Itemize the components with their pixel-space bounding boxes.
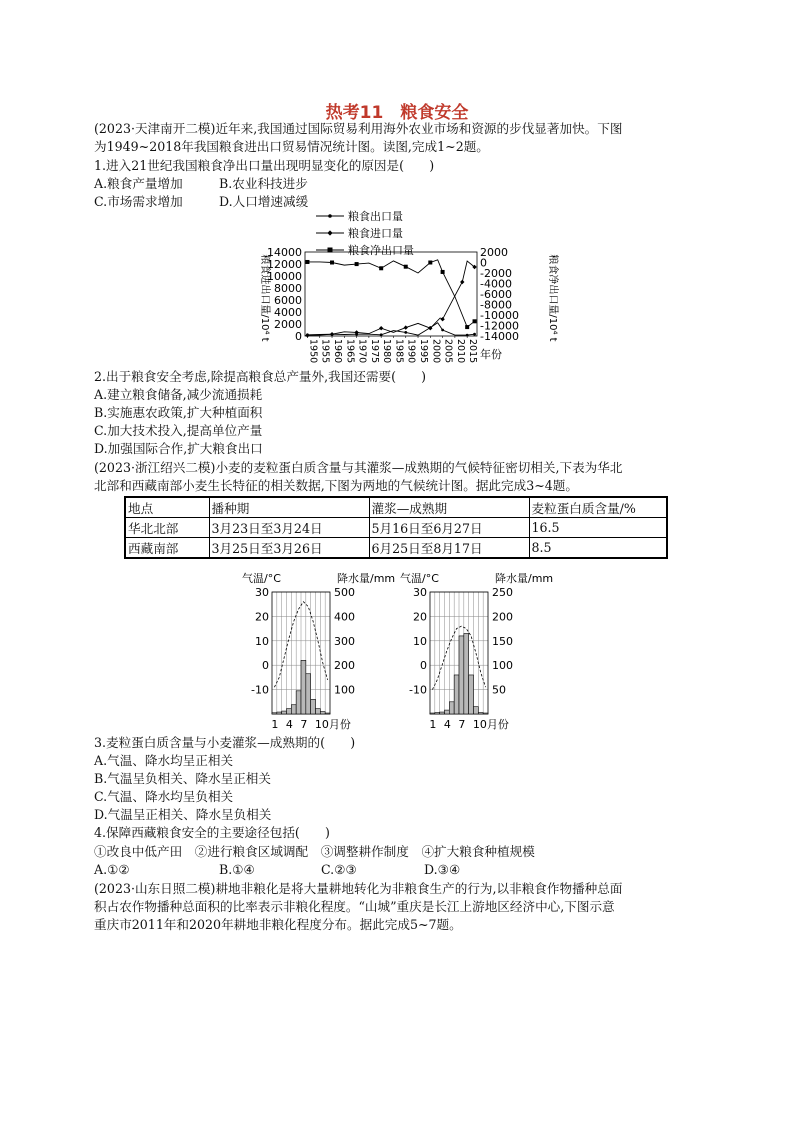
precipitation-bar: [277, 712, 282, 714]
data-point: [473, 319, 477, 323]
temperature-tick-label: -10: [251, 683, 269, 697]
precipitation-tick-label: 300: [334, 634, 355, 648]
month-tick-label: 1: [429, 718, 437, 731]
question-2-option-b: B.实施惠农政策,扩大种植面积: [94, 405, 263, 420]
data-point: [473, 333, 476, 336]
chart-legend: [316, 209, 414, 257]
table-cell: 3月23日至3月24日: [209, 518, 369, 538]
precipitation-bar: [454, 675, 459, 714]
precipitation-bar: [296, 691, 301, 714]
x-axis-ticks: [307, 336, 478, 363]
temperature-tick-label: -10: [409, 683, 427, 697]
intro-3-line-2: 积占农作物播种总面积的比率表示非粮化程度。“山城”重庆是长江上游地区经济中心,下图示意: [94, 899, 615, 914]
month-tick-label: 10月份: [314, 718, 351, 731]
left-axis-ticks: [267, 246, 302, 343]
table-row: [125, 518, 667, 538]
right-tick-label: -6000: [480, 288, 512, 301]
precipitation-tick-label: 200: [334, 659, 355, 673]
wheat-data-table: [124, 496, 668, 559]
precipitation-tick-label: 500: [334, 586, 355, 599]
question-3-stem: 3.麦粒蛋白质含量与小麦灌浆—成熟期的( ): [94, 735, 356, 750]
x-tick-label: 1960: [332, 339, 344, 364]
data-point: [404, 265, 408, 269]
precipitation-tick-label: 50: [492, 683, 506, 697]
left-tick-label: 0: [295, 330, 302, 343]
table-cell: 8.5: [529, 538, 667, 559]
right-tick-label: -2000: [480, 267, 512, 280]
right-tick-label: -12000: [480, 319, 519, 333]
data-point: [440, 317, 444, 321]
temperature-tick-label: 20: [255, 610, 269, 624]
question-1-option-c: C.市场需求增加: [94, 194, 183, 209]
month-tick-label: 4: [285, 718, 293, 731]
question-4-option-c: C.②③: [321, 862, 357, 877]
left-tick-label: 10000: [267, 270, 302, 283]
question-1-option-d: D.人口增速减缓: [219, 194, 309, 209]
question-3-option-a: A.气温、降水均呈正相关: [94, 753, 234, 768]
data-point: [305, 260, 309, 264]
precipitation-bar: [464, 633, 469, 714]
data-point: [441, 329, 444, 332]
question-2-stem: 2.出于粮食安全考虑,除提高粮食总产量外,我国还需要( ): [94, 369, 427, 384]
precipitation-tick-label: 100: [492, 659, 513, 673]
temperature-tick-label: 0: [262, 659, 269, 673]
right-axis-ticks: [480, 246, 519, 343]
x-tick-label: 1950: [307, 339, 319, 364]
intro-3-line-3: 重庆市2011年和2020年耕地非粮化程度分布。据此完成5~7题。: [94, 917, 462, 932]
month-tick-label: 10月份: [472, 718, 509, 731]
x-tick-label: 1965: [344, 339, 356, 364]
data-point: [466, 334, 469, 337]
left-tick-label: 8000: [274, 282, 302, 295]
x-tick-label: 2005: [442, 339, 454, 364]
question-1-option-b: B.农业科技进步: [219, 176, 308, 191]
data-point: [355, 262, 359, 266]
climate-chart-south-tibet: [400, 572, 553, 731]
intro-3-line-1: (2023·山东日照二模)耕地非粮化是将大量耕地转化为非粮食生产的行为,以非粮食作物播种总面: [94, 881, 623, 896]
climate-charts: [240, 572, 560, 734]
precipitation-bar: [272, 713, 277, 714]
temperature-tick-label: 20: [413, 610, 427, 624]
precipitation-bar: [287, 709, 292, 714]
table-header-cell: 麦粒蛋白质含量/%: [529, 497, 667, 518]
x-tick-label: 1980: [381, 339, 393, 364]
x-tick-label: 1990: [405, 339, 417, 364]
right-axis-title: 粮食净出口量/10⁴ t: [547, 254, 558, 342]
precipitation-tick-label: 200: [492, 610, 513, 624]
x-tick-label: 1975: [368, 339, 380, 364]
left-tick-label: 6000: [274, 294, 302, 307]
temperature-tick-label: 10: [255, 634, 269, 648]
question-4-items: ①改良中低产田 ②进行粮食区域调配 ③调整耕作制度 ④扩大粮食种植规模: [94, 844, 535, 859]
right-tick-label: -8000: [480, 298, 512, 312]
temperature-tick-label: 10: [413, 634, 427, 648]
intro-2-line-2: 北部和西藏南部小麦生长特征的相关数据,下图为两地的气候统计图。据此完成3~4题。: [94, 478, 578, 493]
data-point: [441, 270, 445, 274]
table-cell: 16.5: [529, 518, 667, 538]
grain-trade-chart: [240, 208, 570, 368]
precipitation-bar: [474, 707, 479, 714]
precipitation-tick-label: 150: [492, 634, 513, 648]
page-title: 热考11 粮食安全: [325, 103, 469, 123]
question-3-option-c: C.气温、降水均呈负相关: [94, 789, 234, 804]
left-tick-label: 4000: [274, 306, 302, 319]
data-point: [379, 266, 383, 270]
data-point: [404, 325, 408, 329]
precipitation-axis-title: 降水量/mm: [495, 572, 554, 585]
intro-1-line-2: 为1949~2018年我国粮食进出口贸易情况统计图。读图,完成1~2题。: [94, 139, 489, 154]
x-tick-label: 1985: [393, 339, 405, 364]
x-tick-label: 1955: [319, 339, 331, 364]
question-2-option-d: D.加强国际合作,扩大粮食出口: [94, 441, 263, 456]
left-tick-label: 14000: [267, 246, 302, 259]
table-cell: 华北北部: [125, 518, 209, 538]
right-tick-label: -4000: [480, 277, 512, 291]
legend-label: 粮食出口量: [348, 210, 403, 223]
legend-label: 粮食进口量: [348, 227, 403, 240]
right-tick-label: 0: [480, 256, 487, 270]
x-tick-label: 1995: [418, 339, 430, 364]
right-tick-label: -14000: [480, 330, 519, 343]
temperature-axis-title: 气温/°C: [242, 572, 281, 585]
data-point: [330, 261, 334, 265]
data-point: [460, 280, 464, 284]
legend-marker: [328, 214, 332, 218]
data-point: [305, 333, 309, 337]
table-header-cell: 地点: [125, 497, 209, 518]
plot-frame: [305, 252, 477, 336]
question-4-option-b: B.①④: [219, 862, 255, 877]
month-tick-label: 7: [458, 718, 466, 731]
temperature-tick-label: 0: [420, 659, 427, 673]
series-line: [307, 261, 474, 335]
month-tick-label: 4: [443, 718, 451, 731]
precipitation-bar: [449, 702, 454, 714]
precipitation-bar: [320, 712, 325, 714]
precipitation-bar: [301, 660, 306, 714]
x-tick-label: 1970: [356, 339, 368, 364]
table-header-row: [125, 497, 667, 518]
chart-series: [305, 260, 476, 338]
precipitation-bar: [316, 709, 321, 714]
left-tick-label: 2000: [274, 318, 302, 331]
table-cell: 西藏南部: [125, 538, 209, 559]
precipitation-bar: [469, 675, 474, 714]
intro-2-line-1: (2023·浙江绍兴二模)小麦的麦粒蛋白质含量与其灌浆—成熟期的气候特征密切相关,下表为华北: [94, 460, 623, 475]
precipitation-bar: [430, 713, 435, 714]
precipitation-bar: [282, 711, 287, 714]
question-1-option-a: A.粮食产量增加: [94, 176, 183, 191]
left-axis-title: 粮食进出口量/10⁴ t: [259, 254, 270, 342]
data-point: [379, 326, 383, 330]
precipitation-bar: [445, 710, 450, 714]
question-3-option-d: D.气温呈正相关、降水呈负相关: [94, 807, 272, 822]
question-2-option-a: A.建立粮食储备,减少流通损耗: [94, 387, 263, 402]
intro-1-line-1: (2023·天津南开二模)近年来,我国通过国际贸易利用海外农业市场和资源的步伐显著加快。下图: [94, 121, 623, 136]
table-header-cell: 灌浆—成熟期: [369, 497, 529, 518]
precipitation-tick-label: 100: [334, 683, 355, 697]
table-row: [125, 538, 667, 559]
precipitation-bar: [478, 713, 483, 714]
temperature-tick-label: 30: [255, 586, 269, 599]
table-cell: 5月16日至6月27日: [369, 518, 529, 538]
legend-marker: [327, 230, 332, 235]
x-tick-label: 2015: [467, 339, 479, 364]
question-4-stem: 4.保障西藏粮食安全的主要途径包括( ): [94, 825, 330, 840]
question-3-option-b: B.气温呈负相关、降水呈正相关: [94, 771, 271, 786]
series-line: [307, 260, 474, 327]
precipitation-bar: [325, 713, 330, 714]
temperature-tick-label: 30: [413, 586, 427, 599]
right-tick-label: 2000: [480, 246, 508, 259]
precipitation-bar: [311, 699, 316, 714]
data-point: [380, 333, 383, 336]
precipitation-bar: [291, 705, 296, 714]
month-tick-label: 7: [300, 718, 308, 731]
right-tick-label: -10000: [480, 309, 519, 322]
data-point: [404, 331, 407, 334]
temperature-axis-title: 气温/°C: [400, 572, 439, 585]
question-4-option-d: D.③④: [424, 862, 461, 877]
precipitation-axis-title: 降水量/mm: [337, 572, 396, 585]
month-tick-label: 1: [271, 718, 279, 731]
precipitation-tick-label: 400: [334, 610, 355, 624]
table-cell: 6月25日至8月17日: [369, 538, 529, 559]
question-2-option-c: C.加大技术投入,提高单位产量: [94, 423, 263, 438]
data-point: [428, 261, 432, 265]
question-1-stem: 1.进入21世纪我国粮食净出口量出现明显变化的原因是( ): [94, 158, 435, 173]
precipitation-bar: [459, 636, 464, 714]
legend-label: 粮食净出口量: [348, 244, 414, 257]
precipitation-bar: [306, 674, 311, 714]
table-cell: 3月25日至3月26日: [209, 538, 369, 559]
climate-chart-north-china: [242, 572, 395, 731]
data-point: [465, 325, 469, 329]
precipitation-bar: [435, 713, 440, 714]
left-tick-label: 12000: [267, 258, 302, 271]
question-4-option-a: A.①②: [94, 862, 130, 877]
precipitation-bar: [440, 712, 445, 714]
precipitation-tick-label: 250: [492, 586, 513, 599]
x-tick-label: 2000: [430, 339, 442, 364]
x-tick-label: 2010: [454, 339, 466, 364]
table-header-cell: 播种期: [209, 497, 369, 518]
precipitation-bar: [483, 713, 488, 714]
x-axis-title: 年份: [480, 348, 502, 361]
